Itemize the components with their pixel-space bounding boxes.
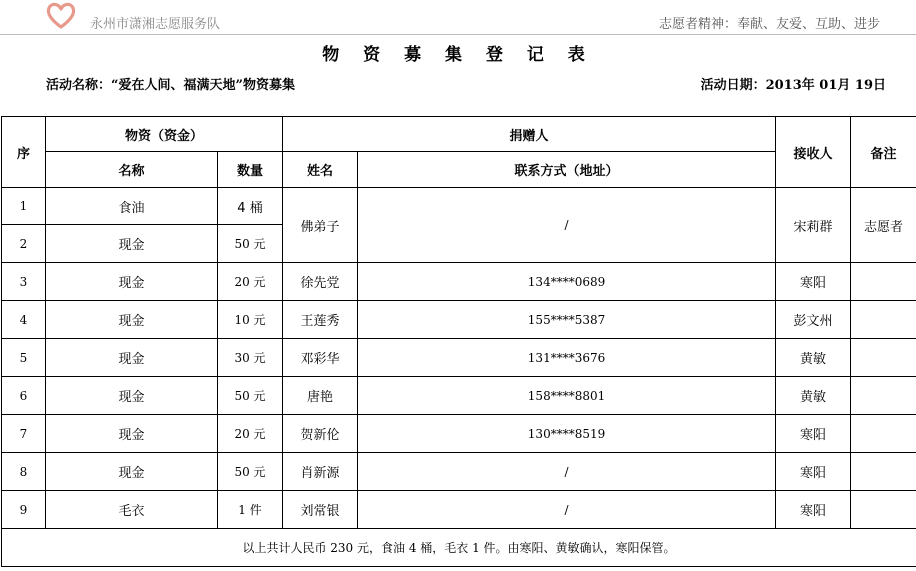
total-row — [2, 529, 916, 567]
row-receiver: 寒阳 — [776, 263, 851, 301]
row-note — [851, 377, 916, 415]
row-contact: 155****5387 — [358, 301, 776, 339]
row-index: 5 — [2, 339, 46, 377]
header-divider — [0, 34, 916, 35]
row-receiver: 黄敏 — [776, 377, 851, 415]
row-donor: 贺新伦 — [283, 415, 358, 453]
row-receiver: 寒阳 — [776, 491, 851, 529]
row-contact: 158****8801 — [358, 377, 776, 415]
row-contact: 134****0689 — [358, 263, 776, 301]
volunteer-motto: 志愿者精神：奉献、友爱、互助、进步 — [658, 17, 880, 32]
row-note — [851, 301, 916, 339]
row-contact: / — [358, 491, 776, 529]
row-note — [851, 453, 916, 491]
row-quantity: 1 件 — [218, 491, 283, 529]
header-donor: 捐赠人 — [283, 117, 776, 152]
row-index: 6 — [2, 377, 46, 415]
row-note — [851, 339, 916, 377]
row-contact: 131****3676 — [358, 339, 776, 377]
table-row — [2, 263, 916, 301]
row-donor: 徐先党 — [283, 263, 358, 301]
row-index: 7 — [2, 415, 46, 453]
activity-name: 活动名称：“爱在人间、福满天地”物资募集 — [46, 78, 295, 93]
row-note — [851, 263, 916, 301]
row-contact: / — [358, 188, 776, 263]
row-index: 4 — [2, 301, 46, 339]
row-item: 食油 — [46, 188, 218, 225]
row-index: 8 — [2, 453, 46, 491]
row-item: 现金 — [46, 225, 218, 263]
row-quantity: 20 元 — [218, 263, 283, 301]
table-row — [2, 339, 916, 377]
activity-date: 活动日期：2013年 01月 19日 — [700, 78, 886, 93]
row-receiver: 寒阳 — [776, 415, 851, 453]
row-contact: 130****8519 — [358, 415, 776, 453]
table-header-row — [2, 117, 916, 152]
row-item: 现金 — [46, 301, 218, 339]
org-name: 永州市潇湘志愿服务队 — [90, 17, 221, 32]
heart-logo-icon — [46, 2, 76, 30]
header-supplies: 物资（资金） — [46, 117, 283, 152]
row-quantity: 4 桶 — [218, 188, 283, 225]
row-item: 现金 — [46, 339, 218, 377]
row-item: 现金 — [46, 377, 218, 415]
header-donor-name: 姓名 — [283, 152, 358, 188]
row-receiver: 彭文州 — [776, 301, 851, 339]
row-donor: 邓彩华 — [283, 339, 358, 377]
row-index: 9 — [2, 491, 46, 529]
row-item: 现金 — [46, 453, 218, 491]
table-row — [2, 377, 916, 415]
table-row — [2, 453, 916, 491]
row-item: 现金 — [46, 415, 218, 453]
row-note — [851, 491, 916, 529]
row-quantity: 10 元 — [218, 301, 283, 339]
row-quantity: 50 元 — [218, 453, 283, 491]
row-donor: 刘常银 — [283, 491, 358, 529]
row-donor: 佛弟子 — [283, 188, 358, 263]
row-contact: / — [358, 453, 776, 491]
header-receiver: 接收人 — [776, 117, 851, 188]
total-summary: 以上共计人民币 230 元，食油 4 桶，毛衣 1 件。由寒阳、黄敏确认，寒阳保管。 — [2, 529, 916, 567]
row-receiver: 黄敏 — [776, 339, 851, 377]
table-row — [2, 188, 916, 225]
row-item: 毛衣 — [46, 491, 218, 529]
registration-table — [1, 116, 916, 567]
header-index: 序 — [2, 117, 46, 188]
table-row — [2, 301, 916, 339]
header-contact: 联系方式（地址） — [358, 152, 776, 188]
row-donor: 唐艳 — [283, 377, 358, 415]
row-receiver: 宋莉群 — [776, 188, 851, 263]
row-quantity: 30 元 — [218, 339, 283, 377]
row-index: 1 — [2, 188, 46, 225]
row-note — [851, 415, 916, 453]
row-item: 现金 — [46, 263, 218, 301]
row-note: 志愿者 — [851, 188, 916, 263]
table-row — [2, 491, 916, 529]
row-quantity: 20 元 — [218, 415, 283, 453]
page-header — [0, 0, 916, 34]
table-row — [2, 415, 916, 453]
row-quantity: 50 元 — [218, 377, 283, 415]
header-item-name: 名称 — [46, 152, 218, 188]
row-donor: 王莲秀 — [283, 301, 358, 339]
row-receiver: 寒阳 — [776, 453, 851, 491]
header-note: 备注 — [851, 117, 916, 188]
row-index: 2 — [2, 225, 46, 263]
page-title: 物 资 募 集 登 记 表 — [322, 45, 594, 65]
row-donor: 肖新源 — [283, 453, 358, 491]
header-quantity: 数量 — [218, 152, 283, 188]
row-quantity: 50 元 — [218, 225, 283, 263]
row-index: 3 — [2, 263, 46, 301]
